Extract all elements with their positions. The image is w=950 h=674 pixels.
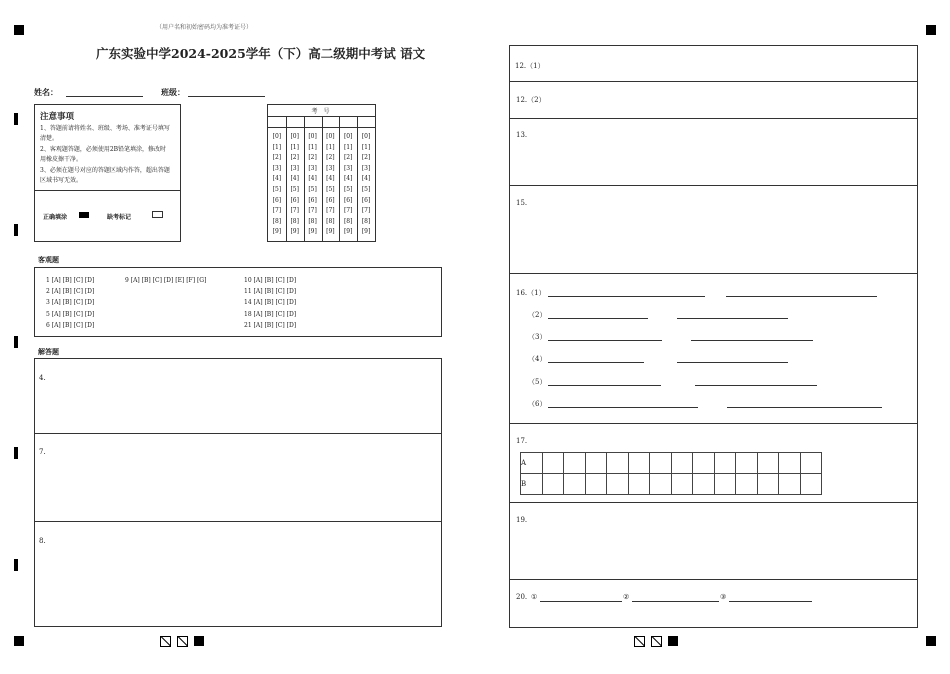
objective-col-2 <box>125 275 206 286</box>
exam-number-bubble[interactable]: [0] <box>272 133 282 140</box>
timing-mark <box>14 224 18 236</box>
objective-col-1 <box>46 275 94 331</box>
grid-row-label: A <box>521 453 543 474</box>
objective-row[interactable]: 14 [A] [B] [C] [D] <box>244 299 297 307</box>
sub-question-number: （4） <box>528 355 547 363</box>
absent-mark-label: 缺考标记 <box>107 214 132 221</box>
exam-number-bubble[interactable]: [2] <box>272 154 282 162</box>
blank-16-5b[interactable] <box>695 376 817 386</box>
answer-area-q7[interactable] <box>34 433 442 522</box>
answer-area-q4[interactable] <box>34 358 442 434</box>
grid-cell[interactable] <box>671 474 693 495</box>
exam-number-bubble[interactable]: [7] <box>326 207 335 215</box>
answer-area-q13[interactable] <box>509 118 918 186</box>
exam-number-bubble[interactable]: [3] <box>361 164 371 172</box>
objective-row[interactable]: 21 [A] [B] [C] [D] <box>244 321 297 329</box>
blank-16-4b[interactable] <box>677 353 788 363</box>
page-mark-empty <box>634 636 645 647</box>
exam-number-bubble[interactable]: [9] <box>361 228 371 236</box>
blank-20-1[interactable] <box>540 592 622 602</box>
question-number: 19. <box>516 516 528 524</box>
grid-cell[interactable] <box>564 474 586 495</box>
answer-title: 解答题 <box>38 347 59 356</box>
exam-number-bubble[interactable]: [2] <box>290 154 299 162</box>
answer-area-q15[interactable] <box>509 185 918 274</box>
blank-20-3[interactable] <box>729 592 812 602</box>
exam-number-bubble[interactable]: [8] <box>290 217 299 225</box>
corner-mark-top-right <box>926 25 936 35</box>
blank-16-3a[interactable] <box>548 331 662 341</box>
grid-cell[interactable] <box>585 474 607 495</box>
grid-cell[interactable] <box>736 453 758 474</box>
objective-title: 客观题 <box>38 255 59 264</box>
page-mark-empty <box>160 636 171 647</box>
grid-cell[interactable] <box>650 474 672 495</box>
exam-number-bubble[interactable]: [1] <box>343 143 353 151</box>
exam-number-bubble[interactable]: [4] <box>308 175 317 183</box>
exam-number-bubble[interactable]: [9] <box>272 228 282 236</box>
name-label: 姓名： <box>34 87 58 97</box>
notice-title: 注意事项 <box>40 112 75 122</box>
grid-cell[interactable] <box>757 453 779 474</box>
exam-number-bubble[interactable]: [1] <box>290 143 299 151</box>
objective-row[interactable]: 18 [A] [B] [C] [D] <box>244 310 297 318</box>
blank-20-2[interactable] <box>632 592 719 602</box>
exam-number-bubble[interactable]: [4] <box>326 175 335 183</box>
objective-row[interactable]: 10 [A] [B] [C] [D] <box>244 277 297 284</box>
exam-number-bubble[interactable]: [7] <box>308 207 317 215</box>
objective-col-3 <box>244 275 296 331</box>
exam-number-bubble[interactable]: [2] <box>326 154 335 162</box>
grid-cell[interactable] <box>693 453 715 474</box>
exam-number-bubble[interactable]: [2] <box>361 154 371 162</box>
correct-fill-label: 正确填涂 <box>43 214 68 221</box>
notice-box <box>34 104 181 242</box>
answer-area-q16 <box>509 273 918 424</box>
grid-row-label: B <box>521 474 543 495</box>
exam-number-bubble[interactable]: [4] <box>272 175 282 183</box>
exam-number-bubble[interactable]: [4] <box>290 175 299 183</box>
exam-number-bubble[interactable]: [6] <box>272 196 282 204</box>
exam-number-bubble[interactable]: [5] <box>343 185 353 193</box>
blank-16-1a[interactable] <box>548 287 705 297</box>
exam-number-bubble[interactable]: [7] <box>343 207 353 215</box>
answer-area-q12-2[interactable] <box>509 81 918 119</box>
exam-number-digit-column <box>304 132 322 238</box>
grid-cell[interactable] <box>628 474 650 495</box>
grid-row-a <box>521 453 822 474</box>
grid-cell[interactable] <box>650 453 672 474</box>
exam-number-bubble[interactable]: [7] <box>272 207 282 215</box>
page-mark-filled <box>668 636 678 646</box>
writing-grid <box>520 452 822 495</box>
grid-cell[interactable] <box>542 474 564 495</box>
answer-area-q17 <box>509 423 918 503</box>
notice-item: 3、必须在题号对应的答题区域内作答，超出答题区域书写无效。 <box>40 167 170 184</box>
exam-number-bubble[interactable]: [6] <box>361 196 371 204</box>
question-number: 8. <box>39 537 46 545</box>
notice-divider <box>35 190 180 191</box>
grid-cell[interactable] <box>671 453 693 474</box>
exam-number-bubble[interactable]: [0] <box>308 133 317 140</box>
exam-number-bubble[interactable]: [4] <box>343 175 353 183</box>
grid-cell[interactable] <box>779 474 801 495</box>
exam-number-bubble[interactable]: [8] <box>361 217 371 225</box>
timing-mark <box>14 447 18 459</box>
exam-number-bubble[interactable]: [3] <box>308 164 317 172</box>
exam-number-digit-column <box>322 132 340 238</box>
exam-number-bubble[interactable]: [3] <box>272 164 282 172</box>
header-note: （用户名和初始密码均为准考证号） <box>156 24 253 31</box>
grid-cell[interactable] <box>714 474 736 495</box>
exam-number-bubble[interactable]: [9] <box>343 228 353 236</box>
exam-number-bubble[interactable]: [9] <box>290 228 299 236</box>
question-number: 17. <box>516 437 528 445</box>
question-number: 12.（1） <box>515 62 545 70</box>
objective-row[interactable]: 5 [A] [B] [C] [D] <box>46 310 95 318</box>
grid-cell[interactable] <box>779 453 801 474</box>
question-number: 4. <box>39 374 46 382</box>
question-number: 7. <box>39 448 46 456</box>
answer-area-q20 <box>509 579 918 628</box>
timing-mark <box>14 559 18 571</box>
sub-question-number: （5） <box>528 378 547 386</box>
blank-16-2a[interactable] <box>548 309 648 319</box>
exam-number-bubble[interactable]: [1] <box>272 143 282 151</box>
grid-cell[interactable] <box>542 453 564 474</box>
grid-cell[interactable] <box>800 453 822 474</box>
question-number: 12.（2） <box>516 96 546 104</box>
exam-number-bubble[interactable]: [3] <box>326 164 335 172</box>
exam-number-bubble[interactable]: [0] <box>326 133 335 140</box>
answer-area-q12-1[interactable] <box>509 45 918 82</box>
exam-number-bubble[interactable]: [5] <box>290 185 299 193</box>
exam-number-label: 考 号 <box>311 108 332 115</box>
blank-16-3b[interactable] <box>691 331 813 341</box>
exam-number-bubble[interactable]: [1] <box>326 143 335 151</box>
exam-number-bubble[interactable]: [5] <box>272 185 282 193</box>
objective-row[interactable]: 1 [A] [B] [C] [D] <box>46 277 95 284</box>
exam-number-bubble[interactable]: [9] <box>326 228 335 236</box>
exam-number-bubble[interactable]: [2] <box>308 154 317 162</box>
exam-number-bubble[interactable]: [5] <box>326 185 335 193</box>
question-number: 15. <box>516 199 528 207</box>
blank-16-6a[interactable] <box>548 398 698 408</box>
blank-16-4a[interactable] <box>548 353 644 363</box>
blank-16-1b[interactable] <box>726 287 877 297</box>
exam-number-bubble[interactable]: [7] <box>361 207 371 215</box>
objective-row[interactable]: 6 [A] [B] [C] [D] <box>46 321 95 329</box>
exam-number-bubble[interactable]: [1] <box>361 143 371 151</box>
exam-number-digit-column <box>286 132 304 238</box>
class-field[interactable] <box>188 86 265 97</box>
question-number: 16.（1） <box>516 289 546 297</box>
exam-number-bubble[interactable]: [5] <box>308 185 317 193</box>
name-field[interactable] <box>66 86 143 97</box>
exam-number-bubble[interactable]: [8] <box>326 217 335 225</box>
grid-cell[interactable] <box>564 453 586 474</box>
notice-item: 2、客观题答题，必须使用2B铅笔填涂，修改时用橡皮擦干净。 <box>40 146 167 163</box>
page-mark-empty <box>177 636 188 647</box>
exam-number-bubble[interactable]: [0] <box>343 133 353 140</box>
grid-row-b <box>521 474 822 495</box>
objective-box <box>34 267 442 337</box>
grid-cell[interactable] <box>607 474 629 495</box>
exam-number-bubble[interactable]: [9] <box>308 228 317 236</box>
grid-cell[interactable] <box>607 453 629 474</box>
exam-number-box <box>267 104 376 242</box>
sub-question-number: （2） <box>528 311 547 319</box>
corner-mark-bottom-right <box>926 636 936 646</box>
sub-question-number: （6） <box>528 400 547 408</box>
grid-cell[interactable] <box>693 474 715 495</box>
grid-cell[interactable] <box>757 474 779 495</box>
page-title: 广东实验中学2024-2025学年（下）高二级期中考试 语文 <box>96 46 426 61</box>
timing-mark <box>14 113 18 125</box>
exam-number-bubble[interactable]: [3] <box>290 164 299 172</box>
exam-number-bubble[interactable]: [7] <box>290 207 299 215</box>
page-mark-empty <box>651 636 662 647</box>
answer-area-q19[interactable] <box>509 502 918 580</box>
grid-cell[interactable] <box>585 453 607 474</box>
exam-number-bubble[interactable]: [8] <box>343 217 353 225</box>
objective-row[interactable]: 9 [A] [B] [C] [D] [E] [F] [G] <box>125 277 207 284</box>
answer-area-q8[interactable] <box>34 521 442 627</box>
sub-question-number: （3） <box>528 333 547 341</box>
exam-number-bubble[interactable]: [5] <box>361 185 371 193</box>
objective-row[interactable]: 2 [A] [B] [C] [D] <box>46 288 95 296</box>
grid-cell[interactable] <box>736 474 758 495</box>
class-label: 班级： <box>161 87 185 97</box>
exam-number-digit-column <box>339 132 357 238</box>
blank-marker: ③ <box>720 593 727 601</box>
objective-row[interactable]: 11 [A] [B] [C] [D] <box>244 288 297 296</box>
exam-number-digit-column <box>357 132 375 238</box>
exam-number-bubble[interactable]: [3] <box>343 164 353 172</box>
grid-cell[interactable] <box>714 453 736 474</box>
exam-number-bubble[interactable]: [6] <box>290 196 299 204</box>
timing-mark <box>14 336 18 348</box>
blank-16-2b[interactable] <box>677 309 788 319</box>
exam-number-digit-column <box>268 132 286 238</box>
exam-number-bubble[interactable]: [4] <box>361 175 371 183</box>
grid-cell[interactable] <box>628 453 650 474</box>
exam-number-bubble[interactable]: [6] <box>326 196 335 204</box>
blank-marker: ② <box>623 593 630 601</box>
exam-number-bubble[interactable]: [6] <box>343 196 353 204</box>
question-number: 13. <box>516 131 528 139</box>
correct-fill-sample <box>79 212 89 218</box>
exam-number-bubble[interactable]: [6] <box>308 196 317 204</box>
blank-marker: ① <box>531 593 538 601</box>
exam-number-bubble[interactable]: [8] <box>272 217 282 225</box>
blank-16-5a[interactable] <box>548 376 661 386</box>
exam-number-bubble[interactable]: [2] <box>343 154 353 162</box>
corner-mark-bottom-left <box>14 636 24 646</box>
blank-16-6b[interactable] <box>727 398 882 408</box>
notice-item: 1、答题前请将姓名、班级、考场、准考证号填写清楚。 <box>40 125 170 142</box>
exam-number-bubble[interactable]: [0] <box>361 133 371 140</box>
question-number: 20. <box>516 593 528 601</box>
exam-number-bubble[interactable]: [1] <box>308 143 317 151</box>
absent-mark-checkbox[interactable] <box>152 211 163 218</box>
exam-number-bubble[interactable]: [0] <box>290 133 299 140</box>
exam-number-bubble[interactable]: [8] <box>308 217 317 225</box>
grid-cell[interactable] <box>800 474 822 495</box>
corner-mark-top-left <box>14 25 24 35</box>
objective-row[interactable]: 3 [A] [B] [C] [D] <box>46 299 95 307</box>
page-mark-filled <box>194 636 204 646</box>
